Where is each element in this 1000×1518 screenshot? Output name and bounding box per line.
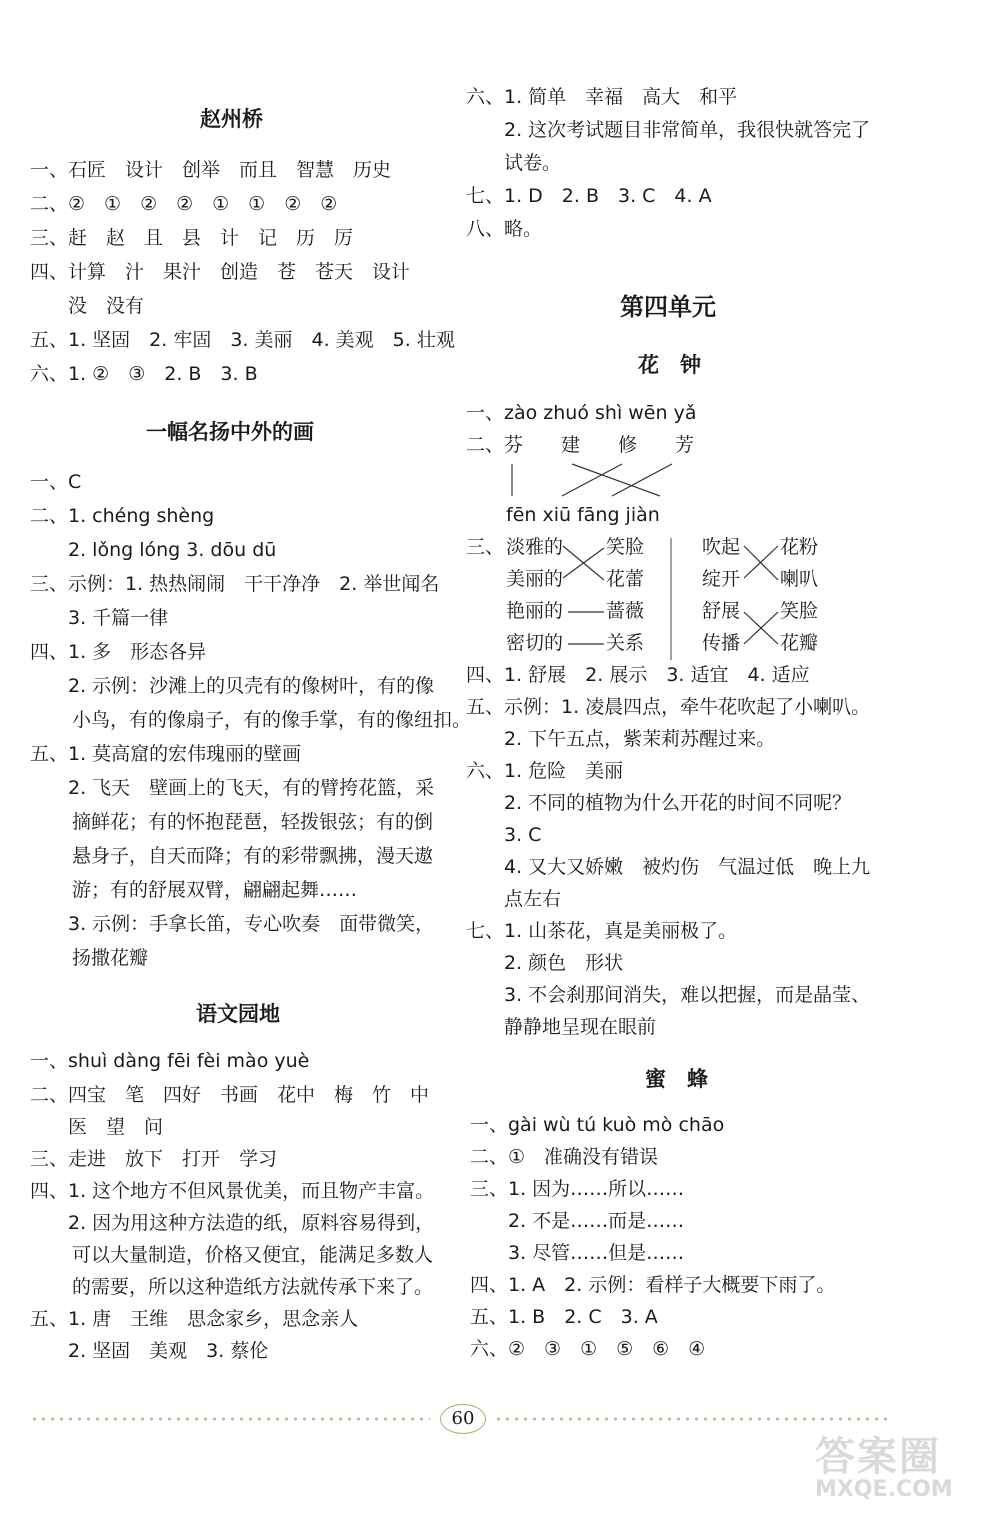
answer-line: 点左右 [466,888,562,910]
answer-line: 五、1. B 2. C 3. A [470,1306,658,1328]
answer-line: 没 没有 [30,295,145,317]
page-number: 60 [440,1404,486,1434]
match-left-word: 吹起 [702,536,741,558]
answer-line: 四、计算 汁 果汁 创造 苍 苍天 设计 [30,261,411,283]
footer-dotted-rule [30,1417,430,1421]
answer-line: 可以大量制造，价格又便宜，能满足多数人 [72,1244,434,1266]
answer-line: 三、赶 赵 且 县 计 记 历 厉 [30,227,354,249]
answer-line: 三、走进 放下 打开 学习 [30,1148,278,1170]
match-target-word: 笑脸 [606,536,645,558]
section-title: 一幅名扬中外的画 [146,420,314,444]
answer-line: 七、1. D 2. B 3. C 4. A [466,185,712,207]
answer-line: 五、示例：1. 凌晨四点，牵牛花吹起了小喇叭。 [466,696,871,718]
match-left-word: 绽开 [702,568,741,590]
answer-line: 摘鲜花；有的怀抱琵琶，轻拨银弦；有的倒 [72,811,434,833]
answer-line: 六、② ③ ① ⑤ ⑥ ④ [470,1338,706,1360]
answer-line: 2. 这次考试题目非常简单，我很快就答完了 [466,119,871,141]
answer-line: 六、1. 危险 美丽 [466,760,624,782]
answer-line: 七、1. 山茶花，真是美丽极了。 [466,920,738,942]
match-left-word: 密切的 [506,632,564,654]
answer-line: 4. 又大又娇嫩 被灼伤 气温过低 晚上九 [466,856,871,878]
section-title: 花 钟 [638,353,701,377]
match-target-word: 蔷薇 [606,600,645,622]
answer-line: 3. 尽管……但是…… [470,1242,685,1264]
answer-line: 医 望 问 [30,1116,164,1138]
match-target-word: 关系 [606,632,645,654]
answer-line: 2. 颜色 形状 [466,952,624,974]
answer-line: 二、芬 建 修 芳 [466,434,695,456]
answer-line: 静静地呈现在眼前 [466,1016,657,1038]
answer-line: 五、1. 莫高窟的宏伟瑰丽的壁画 [30,743,302,765]
answer-line: 2. 示例：沙滩上的贝壳有的像树叶，有的像 [30,675,435,697]
matching-lines [742,534,782,664]
answer-line: 四、1. 这个地方不但风景优美，而且物产丰富。 [30,1180,435,1202]
match-left-word: 传播 [702,632,741,654]
answer-line: 一、gài wù tú kuò mò chāo [470,1114,725,1136]
match-left-word: 艳丽的 [506,600,564,622]
answer-line: 六、1. 简单 幸福 高大 和平 [466,86,738,108]
answer-line: 一、C [30,471,82,493]
answer-line: 五、1. 唐 王维 思念家乡，思念亲人 [30,1308,359,1330]
answer-line: 三、1. 因为……所以…… [470,1178,685,1200]
answer-line: 2. 下午五点，紫茉莉苏醒过来。 [466,728,776,750]
question-prefix: 三、 [466,536,505,558]
matching-lines [500,458,700,504]
match-target-word: 花粉 [780,536,819,558]
page-footer [30,1404,892,1434]
match-left-word: 舒展 [702,600,741,622]
match-target-word: 笑脸 [780,600,819,622]
watermark-url: MXQE.COM [815,1477,953,1502]
pinyin-row: fēn xiū fāng jiàn [506,504,660,526]
watermark [815,1425,990,1510]
answer-line: 3. 千篇一律 [30,607,169,629]
section-title: 蜜 蜂 [645,1067,708,1091]
answer-line: 三、示例：1. 热热闹闹 干干净净 2. 举世闻名 [30,573,440,595]
section-title: 语文园地 [196,1002,280,1026]
answer-line: 六、1. ② ③ 2. B 3. B [30,363,258,385]
answer-line: 悬身子，自天而降；有的彩带飘拂，漫天遨 [72,845,434,867]
answer-line: 2. 飞天 壁画上的飞天，有的臂挎花篮，采 [30,777,435,799]
answer-line: 二、① 准确没有错误 [470,1146,659,1168]
answer-line: 二、② ① ② ② ① ① ② ② [30,193,338,215]
answer-line: 四、1. 舒展 2. 展示 3. 适宜 4. 适应 [466,664,810,686]
answer-line: 一、石匠 设计 创举 而且 智慧 历史 [30,159,392,181]
answer-line: 3. C [466,824,542,846]
answer-line: 的需要，所以这种造纸方法就传承下来了。 [72,1276,434,1298]
answer-line: 2. 不同的植物为什么开花的时间不同呢？ [466,792,852,814]
section-title: 赵州桥 [200,107,263,131]
match-target-word: 花蕾 [606,568,645,590]
answer-line: 扬撒花瓣 [72,947,149,969]
answer-line: 2. lǒng lóng 3. dōu dū [30,539,277,561]
answer-line: 2. 不是……而是…… [470,1210,685,1232]
watermark-logo: 答案圈 [815,1434,941,1480]
match-left-word: 美丽的 [506,568,564,590]
answer-line: 3. 不会刹那间消失，难以把握，而是晶莹、 [466,984,871,1006]
answer-line: 3. 示例：手拿长笛，专心吹奏 面带微笑， [30,913,435,935]
answer-line: 八、略。 [466,218,543,240]
divider [668,534,674,664]
answer-line: 一、shuì dàng fēi fèi mào yuè [30,1050,310,1072]
answer-line: 2. 坚固 美观 3. 蔡伦 [30,1340,269,1362]
answer-line: 四、1. 多 形态各异 [30,641,207,663]
unit-title: 第四单元 [620,293,716,321]
match-left-word: 淡雅的 [506,536,564,558]
match-target-word: 喇叭 [780,568,819,590]
footer-dotted-rule [494,1417,892,1421]
answer-line: 试卷。 [466,152,562,174]
answer-line: 2. 因为用这种方法造的纸，原料容易得到， [30,1212,435,1234]
answer-line: 五、1. 坚固 2. 牢固 3. 美丽 4. 美观 5. 壮观 [30,329,455,351]
answer-line: 一、zào zhuó shì wēn yǎ [466,402,697,424]
match-target-word: 花瓣 [780,632,819,654]
answer-line: 四、1. A 2. 示例：看样子大概要下雨了。 [470,1274,836,1296]
answer-line: 小鸟，有的像扇子，有的像手掌，有的像纽扣。 [72,709,472,731]
matching-lines [560,534,608,664]
answer-line: 二、四宝 笔 四好 书画 花中 梅 竹 中 [30,1084,430,1106]
answer-line: 二、1. chéng shèng [30,505,215,527]
answer-line: 游；有的舒展双臂，翩翩起舞…… [72,879,358,901]
